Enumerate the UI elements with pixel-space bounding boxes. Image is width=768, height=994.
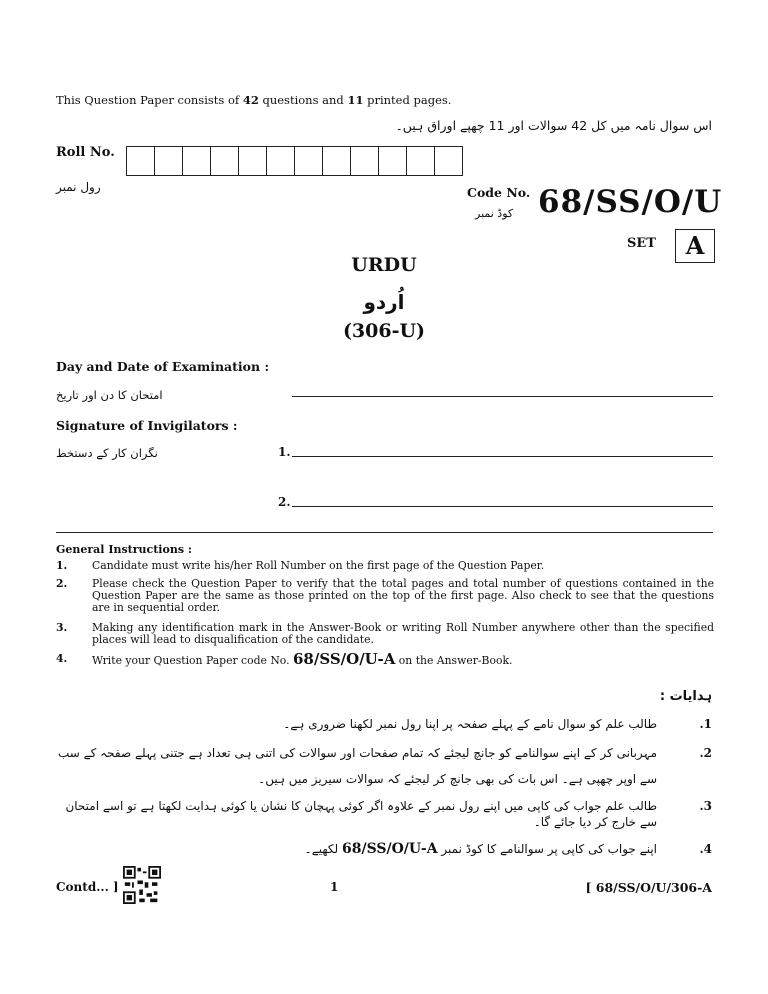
urdu-instruction-number: .1 xyxy=(699,717,712,731)
instruction-text: Making any identification mark in the Answer-Book or writing Roll Number anywhere other than the specified places will lead to disqualification of the candidate. xyxy=(92,621,714,646)
urdu-instruction-text: طالب علم جواب کی کاپی میں اپنے رول نمبر کے علاوہ اگر کوئی پہچان کا نشان یا کوئی ہدایت لکھتا ہے تو اسے امتحان سے خارج کر دیا جائے گا۔ xyxy=(65,799,657,829)
consists-mid: questions and xyxy=(258,93,348,107)
signature-1-number: 1. xyxy=(278,445,291,459)
urdu-consists-text: اس سوال نامہ میں کل 42 سوالات اور 11 چھپے اوراق ہیں۔ xyxy=(395,118,712,133)
general-instructions-heading: General Instructions : xyxy=(56,543,192,556)
urdu-instruction-number: .3 xyxy=(699,799,712,813)
urdu-instruction-text: طالب علم کو سوال نامے کے پہلے صفحہ پر اپنا رول نمبر لکھنا ضروری ہے۔ xyxy=(283,717,657,731)
consists-pre: This Question Paper consists of xyxy=(56,93,243,107)
general-instruction-2 xyxy=(56,578,714,614)
instruction-number: 2. xyxy=(56,577,68,590)
paper-reference: [ 68/SS/O/U/306-A xyxy=(585,880,712,895)
roll-number-cell[interactable] xyxy=(378,146,407,176)
questions-count: 42 xyxy=(242,93,259,107)
urdu-instruction-text-post: لکھیے۔ xyxy=(304,842,339,856)
roll-number-cell[interactable] xyxy=(406,146,435,176)
general-instruction-1 xyxy=(56,560,714,572)
urdu-instruction-number: .4 xyxy=(699,842,712,856)
instruction-code: 68/SS/O/U-A xyxy=(292,650,396,668)
roll-number-cell[interactable] xyxy=(210,146,239,176)
roll-number-cell[interactable] xyxy=(322,146,351,176)
roll-number-cell[interactable] xyxy=(266,146,295,176)
instruction-text: Candidate must write his/her Roll Number on the first page of the Question Paper. xyxy=(92,559,545,572)
roll-no-urdu-label: رول نمبر xyxy=(56,180,101,194)
paper-consists-text xyxy=(56,93,451,107)
instruction-number: 1. xyxy=(56,559,68,572)
day-date-line[interactable] xyxy=(292,396,713,397)
instruction-number: 4. xyxy=(56,652,68,665)
roll-number-cell[interactable] xyxy=(154,146,183,176)
set-value: A xyxy=(675,229,715,263)
roll-number-cell[interactable] xyxy=(182,146,211,176)
subject-urdu-title: اُردو xyxy=(363,290,405,314)
urdu-instruction-2 xyxy=(52,740,712,792)
roll-number-cell[interactable] xyxy=(294,146,323,176)
pages-count: 11 xyxy=(347,93,364,107)
instruction-text: Please check the Question Paper to verify that the total pages and total number of questions contained in the Question Paper are the same as those printed on the top of the first page. Also check to see that the questions are in sequential order. xyxy=(92,577,714,614)
code-no-urdu-label: کوڈ نمبر xyxy=(475,207,514,220)
urdu-instruction-number: .2 xyxy=(699,746,712,760)
urdu-instruction-code: 68/SS/O/U-A xyxy=(341,841,438,857)
instruction-number: 3. xyxy=(56,621,68,634)
set-label: SET xyxy=(627,236,656,251)
invigilators-urdu-label: نگران کار کے دستخط xyxy=(56,446,158,460)
urdu-instruction-text: مہربانی کر کے اپنے سوالنامے کو جانچ لیجئے کہ تمام صفحات اور سوالات کی اتنی ہی تعداد ہے جتنی پہلے صفحہ کے سب سے اوپر چھپی ہے۔ اس بات کی بھی جانچ کر لیجئے کہ سوالات سیریز میں ہیں۔ xyxy=(57,746,657,786)
page-number: 1 xyxy=(330,880,339,894)
urdu-instruction-text-pre: اپنے جواب کی کاپی پر سوالنامے کا کوڈ نمبر xyxy=(441,842,657,856)
qr-code-icon xyxy=(123,866,161,904)
general-instruction-3 xyxy=(56,622,714,646)
day-date-urdu-label: امتحان کا دن اور تاریخ xyxy=(56,388,163,402)
consists-post: printed pages. xyxy=(363,93,452,107)
roll-number-cell[interactable] xyxy=(126,146,155,176)
urdu-instruction-4 xyxy=(52,841,712,857)
subject-code: (306-U) xyxy=(342,320,426,342)
instruction-text-pre: Write your Question Paper code No. xyxy=(92,654,293,667)
signature-2-line[interactable] xyxy=(292,506,713,507)
general-instruction-4 xyxy=(56,650,714,668)
urdu-instructions-heading: ہدایات : xyxy=(659,689,712,704)
instruction-text-post: on the Answer-Book. xyxy=(395,654,513,667)
signature-1-line[interactable] xyxy=(292,456,713,457)
roll-number-cell[interactable] xyxy=(434,146,463,176)
roll-number-boxes[interactable] xyxy=(126,146,462,176)
section-divider xyxy=(56,532,713,533)
code-number: 68/SS/O/U xyxy=(538,184,723,220)
roll-number-cell[interactable] xyxy=(238,146,267,176)
code-no-label: Code No. xyxy=(467,185,531,200)
invigilators-label: Signature of Invigilators : xyxy=(56,418,238,433)
roll-number-cell[interactable] xyxy=(350,146,379,176)
day-date-label: Day and Date of Examination : xyxy=(56,359,270,374)
signature-2-number: 2. xyxy=(278,495,291,509)
roll-no-label: Roll No. xyxy=(56,145,115,160)
urdu-instruction-3 xyxy=(52,798,712,830)
urdu-instruction-1 xyxy=(52,716,712,732)
contd-label: Contd... ] xyxy=(56,880,119,894)
subject-title: URDU xyxy=(351,254,417,276)
